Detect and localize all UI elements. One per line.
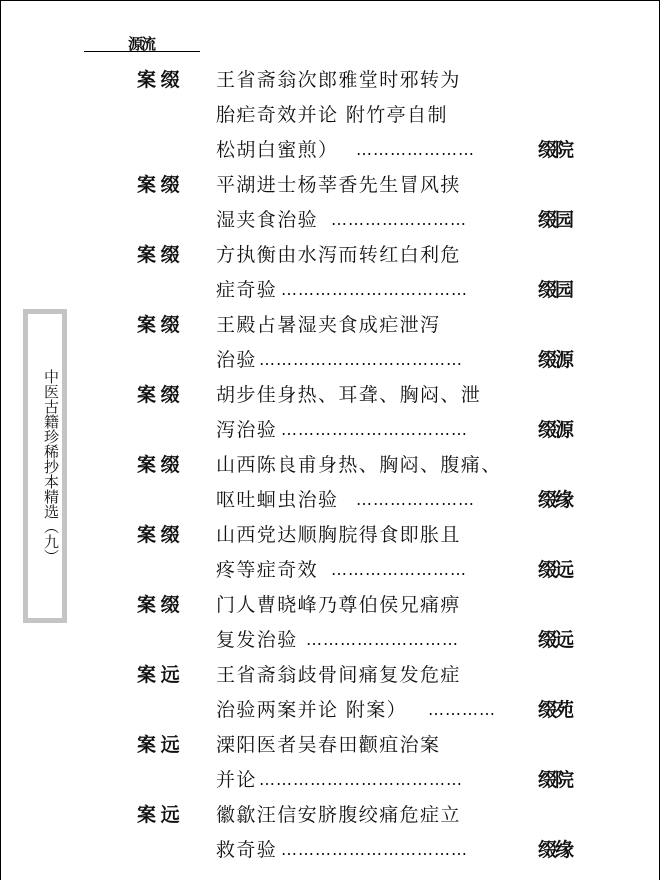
leader-dots: …………………… <box>331 560 467 579</box>
entry-title-line: 呕吐蛔虫治验 <box>216 489 339 511</box>
entry-title-line: 并论 <box>216 769 257 791</box>
leader-dots: …………………………… <box>281 280 468 299</box>
leader-dots: ………………… <box>356 140 475 159</box>
page-number: 缀源 <box>538 419 573 441</box>
leader-dots: …………………… <box>331 210 467 229</box>
entry-title-line: 治验 <box>216 349 257 371</box>
entry-title-line: 山西陈良甫身热、胸闷、腹痛、 <box>216 454 502 476</box>
running-head-text: 源流 <box>128 35 155 53</box>
entry-title-line: 松胡白蜜煎） <box>216 139 339 161</box>
leader-dots: ……………………………… <box>259 350 463 369</box>
entry-title-line: 症奇验 <box>216 279 278 301</box>
entry-title-line: 泻治验 <box>216 419 278 441</box>
page-number: 缀院 <box>538 769 573 791</box>
case-number: 案 缀 <box>137 314 179 336</box>
case-number: 案 远 <box>137 734 179 756</box>
entry-title-line: 平湖进士杨莘香先生冒风挟 <box>216 174 461 196</box>
entry-title-line: 山西党达顺胸脘得食即胀且 <box>216 524 461 546</box>
page-number: 缀缘 <box>538 839 573 861</box>
entry-title-line: 胡步佳身热、耳聋、胸闷、泄 <box>216 384 482 406</box>
case-number: 案 缀 <box>137 384 179 406</box>
page-number: 缀院 <box>538 139 573 161</box>
page-number: 缀远 <box>538 559 573 581</box>
page-number: 缀源 <box>538 349 573 371</box>
case-number: 案 缀 <box>137 69 179 91</box>
series-title: 中医古籍珍稀抄本精选（九） <box>42 368 60 564</box>
case-number: 案 缀 <box>137 524 179 546</box>
entry-title-line: 治验两案并论 附案） <box>216 699 408 721</box>
case-number: 案 缀 <box>137 174 179 196</box>
case-number: 案 远 <box>137 664 179 686</box>
leader-dots: ……………………… <box>306 630 459 649</box>
entry-title-line: 王殿占暑湿夹食成疟泄泻 <box>216 314 441 336</box>
leader-dots: ………………… <box>356 490 475 509</box>
page-number: 缀苑 <box>538 699 573 721</box>
case-number: 案 缀 <box>137 244 179 266</box>
leader-dots: ………… <box>428 700 496 719</box>
case-number: 案 缀 <box>137 454 179 476</box>
leader-dots: …………………………… <box>281 420 468 439</box>
case-number: 案 远 <box>137 804 179 826</box>
page-number: 缀远 <box>538 629 573 651</box>
page-number: 缀园 <box>538 279 573 301</box>
leader-dots: …………………………… <box>281 840 468 859</box>
entry-title-line: 湿夹食治验 <box>216 209 319 231</box>
entry-title-line: 王省斋翁歧骨间痛复发危症 <box>216 664 461 686</box>
entry-title-line: 门人曹晓峰乃尊伯侯兄痛痹 <box>216 594 461 616</box>
page-number: 缀缘 <box>538 489 573 511</box>
entry-title-line: 复发治验 <box>216 629 298 651</box>
leader-dots: ……………………………… <box>259 770 463 789</box>
entry-title-line: 徽歙汪信安脐腹绞痛危症立 <box>216 804 461 826</box>
entry-title-line: 胎疟奇效并论 附竹亭自制 <box>216 104 448 126</box>
entry-title-line: 救奇验 <box>216 839 278 861</box>
page-number: 缀园 <box>538 209 573 231</box>
entry-title-line: 疼等症奇效 <box>216 559 319 581</box>
entry-title-line: 王省斋翁次郎雅堂时邪转为 <box>216 69 461 91</box>
case-number: 案 缀 <box>137 594 179 616</box>
entry-title-line: 方执衡由水泻而转红白利危 <box>216 244 461 266</box>
entry-title-line: 溧阳医者吴春田颧疽治案 <box>216 734 441 756</box>
